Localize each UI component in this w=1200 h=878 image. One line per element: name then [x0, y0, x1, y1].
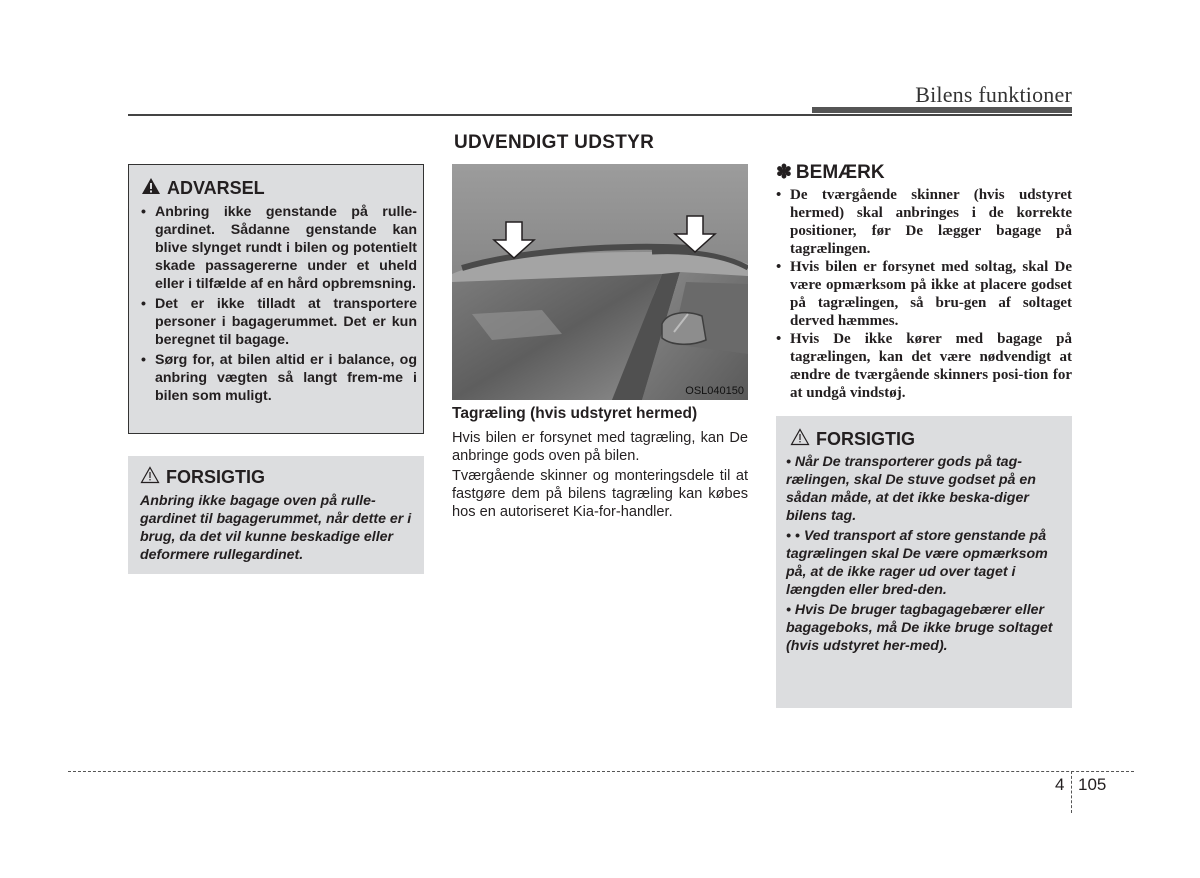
caution-item: • • Ved transport af store genstande på tagrælingen skal De være opmærksom på, at de ikke rager ud over taget i længden eller bred-den. — [786, 528, 1048, 598]
caution-box — [128, 456, 424, 574]
chapter-number: 4 — [1055, 775, 1065, 794]
note-star-icon: ✽ — [776, 162, 792, 183]
caution-text: Anbring ikke bagage oven på rulle-gardinet til bagagerummet, når dette er i brug, da det vil kunne beskadige eller deformere rullegardinet. — [140, 493, 412, 563]
caution-item: • Når De transporterer gods på tag-rælingen, skal De stuve godset på en sådan måde, at det ikke beska-diger bilens tag. — [786, 454, 1036, 524]
section-title: UDVENDIGT UDSTYR — [454, 132, 655, 153]
roof-rack-photo — [452, 164, 748, 400]
warning-item: • Det er ikke tilladt at transportere personer i bagagerummet. Det er kun beregnet til bagage. — [139, 295, 417, 349]
footer-divider — [1071, 771, 1072, 813]
caution-heading — [140, 466, 265, 489]
note-item: • De tværgående skinner (hvis udstyret hermed) skal anbringes i de korrekte positioner, før De lægger bagage på tagrælingen. — [776, 186, 1072, 258]
caution-triangle-icon — [790, 428, 810, 451]
roof-rack-paragraph: Hvis bilen er forsynet med tagræling, kan De anbringe gods oven på bilen. — [452, 430, 748, 464]
running-header: Bilens funktioner — [915, 82, 1072, 107]
warning-box — [128, 164, 424, 434]
warning-triangle-icon — [141, 177, 161, 200]
caution-item: • Hvis De bruger tagbagagebærer eller bagageboks, må De ikke bruge soltaget (hvis udstyret her-med). — [786, 602, 1053, 654]
note-item: • Hvis De ikke kører med bagage på tagrælingen, kan det være nødvendigt at ændre de tværgående skinners posi-tion for at undgå vindstøj. — [776, 330, 1072, 402]
header-rule — [128, 114, 1072, 116]
roof-rack-paragraph: Tværgående skinner og monteringsdele til at fastgøre dem på bilens tagræling kan købes hos en autoriseret Kia-for-handler. — [452, 468, 748, 520]
warning-item: • Sørg for, at bilen altid er i balance, og anbring vægten så langt frem-me i bilen som muligt. — [139, 351, 417, 405]
caution-heading — [790, 428, 915, 451]
caution-list — [786, 453, 1064, 655]
caution-triangle-icon — [140, 466, 160, 489]
caution-title: FORSIGTIG — [166, 467, 265, 487]
warning-list — [139, 203, 417, 407]
roof-rack-heading: Tagræling (hvis udstyret hermed) — [452, 405, 698, 422]
header-thick-rule — [812, 107, 1072, 113]
warning-title: ADVARSEL — [167, 178, 265, 198]
figure-code: OSL040150 — [685, 385, 744, 397]
note-heading — [776, 161, 885, 184]
warning-heading — [141, 177, 265, 200]
warning-item: • Anbring ikke genstande på rulle-gardinet. Sådanne genstande kan blive slynget rundt i bilen og potentielt skade passagererne under et uheld eller i tilfælde af en hård opbremsning. — [139, 203, 417, 293]
caution-title: FORSIGTIG — [816, 429, 915, 449]
note-list — [776, 186, 1072, 402]
page-number: 105 — [1078, 775, 1107, 794]
caution-box — [776, 416, 1072, 708]
note-item: • Hvis bilen er forsynet med soltag, skal De være opmærksom på ikke at placere godset på tagrælingen, så bru-gen af soltaget derved hæmmes. — [776, 258, 1072, 330]
footer-rule — [68, 771, 1134, 772]
note-title: BEMÆRK — [795, 161, 885, 183]
